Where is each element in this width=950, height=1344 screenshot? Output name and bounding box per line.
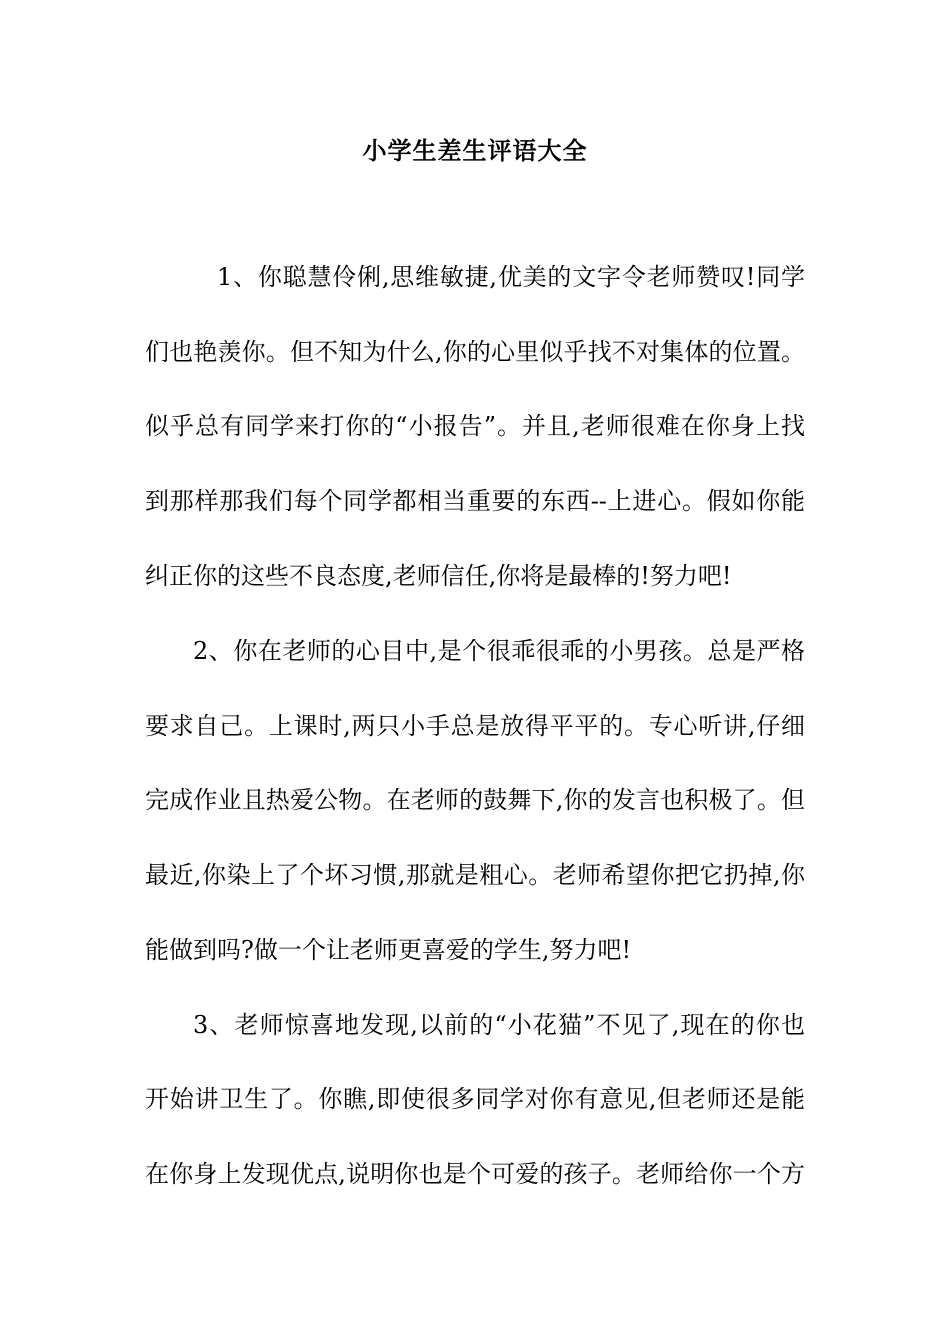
paragraph-2-line-4: 最近,你染上了个坏习惯,那就是粗心。老师希望你把它扔掉,你 (145, 861, 805, 889)
paragraph-3-line-1: 3、老师惊喜地发现,以前的“小花猫”不见了,现在的你也 (193, 1011, 805, 1039)
paragraph-1-line-1: 1、你聪慧伶俐,思维敏捷,优美的文字令老师赞叹!同学 (217, 263, 805, 291)
paragraph-3-line-3: 在你身上发现优点,说明你也是个可爱的孩子。老师给你一个方 (145, 1160, 805, 1188)
paragraph-2-line-5: 能做到吗?做一个让老师更喜爱的学生,努力吧! (145, 936, 632, 964)
paragraph-2-line-2: 要求自己。上课时,两只小手总是放得平平的。专心听讲,仔细 (145, 712, 805, 740)
paragraph-1-line-2: 们也艳羡你。但不知为什么,你的心里似乎找不对集体的位置。 (145, 338, 805, 366)
paragraph-2-line-1: 2、你在老师的心目中,是个很乖很乖的小男孩。总是严格 (193, 637, 805, 665)
paragraph-1-line-5: 纠正你的这些不良态度,老师信任,你将是最棒的!努力吧! (145, 562, 732, 590)
paragraph-1-line-3: 似乎总有同学来打你的“小报告”。并且,老师很难在你身上找 (145, 412, 805, 440)
paragraph-3-line-2: 开始讲卫生了。你瞧,即使很多同学对你有意见,但老师还是能 (145, 1085, 805, 1113)
paragraph-1-line-4: 到那样那我们每个同学都相当重要的东西--上进心。假如你能 (145, 487, 805, 515)
document-title: 小学生差生评语大全 (362, 137, 588, 165)
paragraph-2-line-3: 完成作业且热爱公物。在老师的鼓舞下,你的发言也积极了。但 (145, 786, 805, 814)
